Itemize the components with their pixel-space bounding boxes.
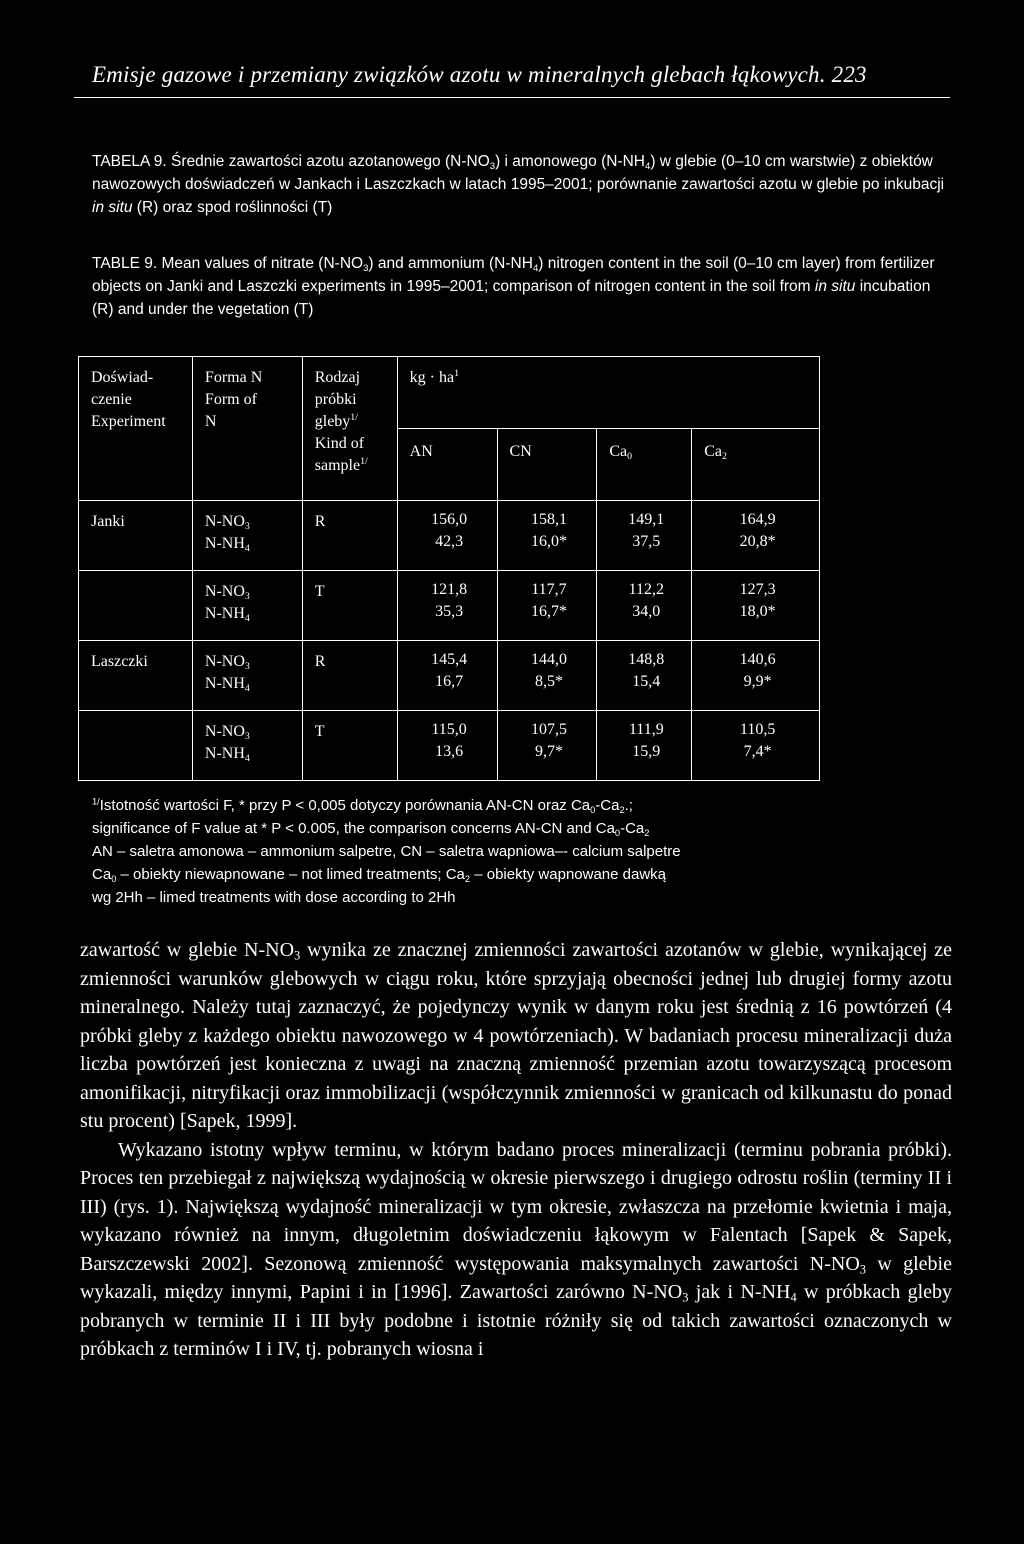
cell-experiment: Janki <box>79 501 193 571</box>
footnote-line: $^{1/}$Istotność wartości F, * przy P < 0,005 dotyczy porównania AN-CN oraz $Ca_0-Ca_2$.; <box>92 796 633 815</box>
cell-form: $N-NO_3$ $N-NH_4$ <box>192 571 302 641</box>
table-body <box>79 501 820 781</box>
running-header: Emisje gazowe i przemiany związków azotu w mineralnych glebach łąkowych. 223 <box>92 62 867 87</box>
cell-value: 112,2 34,0 <box>597 571 692 641</box>
cell-value: 145,4 16,7 <box>397 641 497 711</box>
header-treatment: AN <box>397 429 497 501</box>
footnote-line: wg 2Hh – limed treatments with dose according to 2Hh <box>92 889 456 906</box>
cell-sample: R <box>302 641 397 711</box>
header-kind: Rodzaj próbki gleby$^{1/}$ Kind of sample$^{1/}$ <box>302 357 397 501</box>
table-row <box>79 641 820 711</box>
cell-sample: T <box>302 571 397 641</box>
caption-label: TABELA 9. <box>92 153 167 170</box>
data-table <box>78 356 820 781</box>
header-rule <box>74 97 950 98</box>
cell-value: 111,9 15,9 <box>597 711 692 781</box>
footnote-line: significance of F value at * P < 0.005, the comparison concerns AN-CN and $Ca_0-Ca_2$ <box>92 820 650 838</box>
cell-value: 164,9 20,8* <box>692 501 820 571</box>
cell-value: 149,1 37,5 <box>597 501 692 571</box>
cell-form: $N-NO_3$ $N-NH_4$ <box>192 711 302 781</box>
table-row <box>79 501 820 571</box>
cell-sample: R <box>302 501 397 571</box>
footnote-line: $Ca_0$ – obiekty niewapnowane – not limed treatments; $Ca_2$ – obiekty wapnowane dawką <box>92 866 667 884</box>
cell-value: 121,8 35,3 <box>397 571 497 641</box>
header-treatment: CN <box>497 429 597 501</box>
table-row <box>79 571 820 641</box>
cell-value: 107,5 9,7* <box>497 711 597 781</box>
cell-experiment <box>79 571 193 641</box>
header-experiment: Doświad- czenie Experiment <box>79 357 193 501</box>
header-treatment: $Ca_2$ <box>692 429 820 501</box>
cell-value: 144,0 8,5* <box>497 641 597 711</box>
cell-form: $N-NO_3$ $N-NH_4$ <box>192 501 302 571</box>
paragraph: zawartość w glebie $N-NO_3$ wynika ze znacznej zmienności zawartości azotanów w glebie, wynikającej ze zmienności warunków glebowych w ciągu roku, które sprzyjają obecności jednej lub drugiej formy azotu mineralnego. Należy tutaj zaznaczyć, że pojedynczy wynik w danym roku jest średnią z 16 powtórzeń (4 próbki gleby z każdego obiektu nawozowego w 4 powtórzeniach). W badaniach procesu mineralizacji duża liczba powtórzeń jest konieczna z uwagi na znaczną zmienność przemian azotu towarzyszącą procesom amonifikacji, nitryfikacji oraz immobilizacji (współczynnik zmienności w granicach od kilkunastu do ponad stu procent) [Sapek, 1999]. <box>80 939 952 1132</box>
caption-label: TABLE 9. <box>92 255 158 272</box>
table-caption-english: TABLE 9. Mean values of nitrate $(N-NO_3)$ and ammonium $(N-NH_4)$ nitrogen content in the soil (0–10 cm layer) from fertilizer objects on Janki and Laszczki experiments in 1995–2001; comparison of nitrogen content in the soil from in situ incubation (R) and under the vegetation (T) <box>92 255 935 318</box>
header-unit: kg · $ha^1$ <box>397 357 819 429</box>
body-text <box>80 936 952 1364</box>
table-row <box>79 711 820 781</box>
cell-value: 140,6 9,9* <box>692 641 820 711</box>
cell-value: 127,3 18,0* <box>692 571 820 641</box>
footnote-line: AN – saletra amonowa – ammonium salpetre, CN – saletra wapniowa–- calcium salpetre <box>92 843 681 860</box>
cell-value: 156,0 42,3 <box>397 501 497 571</box>
paragraph: Wykazano istotny wpływ terminu, w którym badano proces mineralizacji (terminu pobrania próbki). Proces ten przebiegał z największą wydajnością w okresie pierwszego i drugiego odrostu roślin (terminy II i III) (rys. 1). Największą wydajność mineralizacji w tym okresie, zwłaszcza na przełomie kwietnia i maja, wykazano również na innym, długoletnim doświadczeniu łąkowym w Falentach [Sapek & Sapek, Barszczewski 2002]. Sezonową zmienność występowania maksymalnych zawartości $N-NO_3$ w glebie wykazali, między innymi, Papini i in [1996]. Zawartości zarówno $N-NO_3$ jak i $N-NH_4$ w próbkach gleby pobranych w terminie II i III były podobne i istotnie różniły się od takich zawartości oznaczonych w próbkach z terminów I i IV, tj. pobranych wiosna i <box>80 1138 953 1360</box>
cell-experiment <box>79 711 193 781</box>
cell-form: $N-NO_3$ $N-NH_4$ <box>192 641 302 711</box>
table-footnotes <box>92 794 952 909</box>
cell-value: 115,0 13,6 <box>397 711 497 781</box>
cell-value: 117,7 16,7* <box>497 571 597 641</box>
cell-value: 148,8 15,4 <box>597 641 692 711</box>
header-treatment: $Ca_0$ <box>597 429 692 501</box>
cell-sample: T <box>302 711 397 781</box>
cell-value: 158,1 16,0* <box>497 501 597 571</box>
cell-value: 110,5 7,4* <box>692 711 820 781</box>
header-form: Forma N Form of N <box>192 357 302 501</box>
cell-experiment: Laszczki <box>79 641 193 711</box>
table-caption-polish: TABELA 9. Średnie zawartości azotu azotanowego $(N-NO_3)$ i amonowego $(N-NH_4)$ w glebie (0–10 cm warstwie) z obiektów nawozowych doświadczeń w Jankach i Laszczkach w latach 1995–2001; porównanie zawartości azotu w glebie po inkubacji in situ (R) oraz spod roślinności (T) <box>92 153 945 216</box>
